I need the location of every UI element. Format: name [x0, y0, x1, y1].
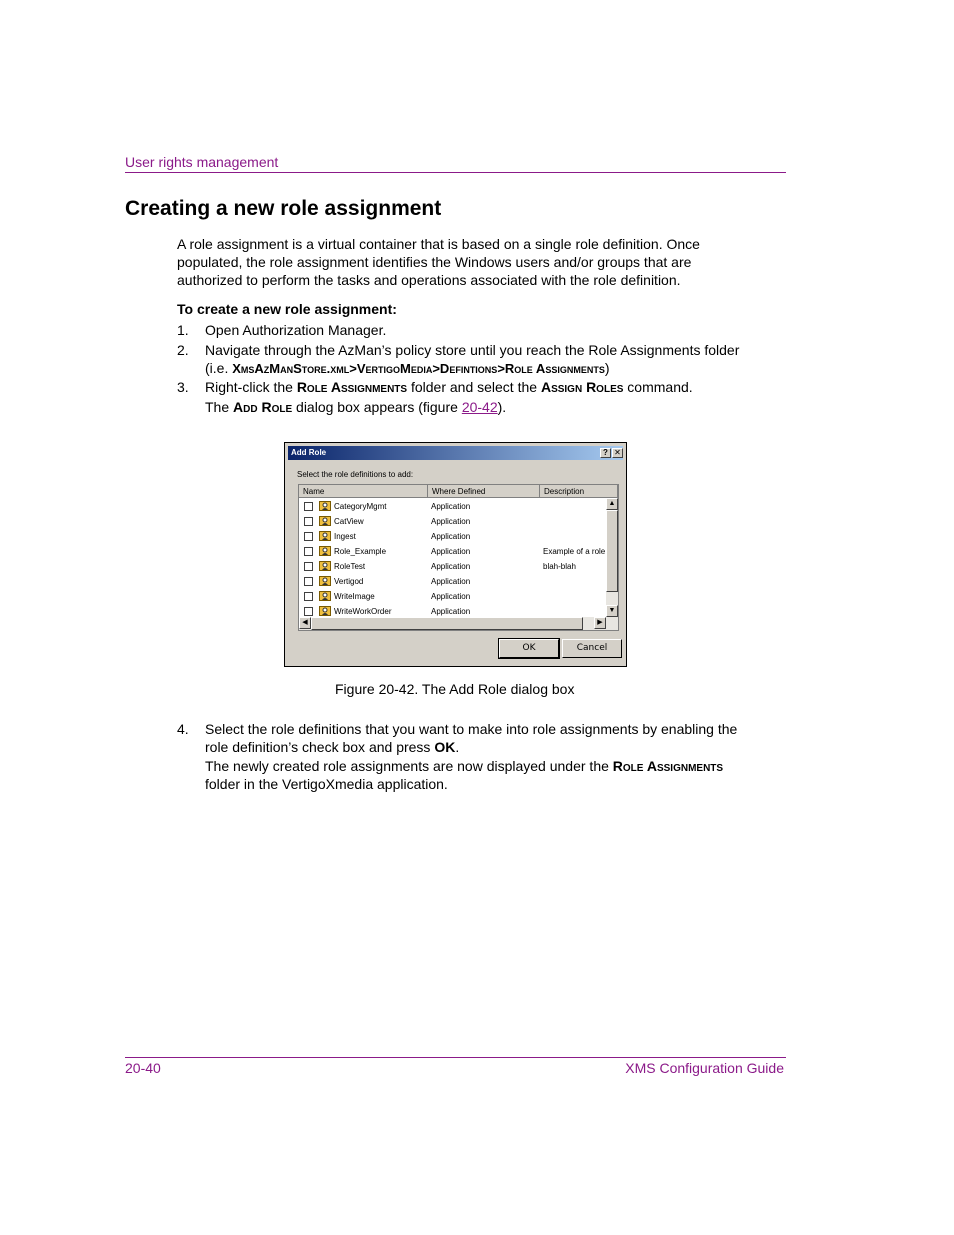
scroll-left-icon[interactable]: ◀	[299, 617, 311, 629]
header-rule	[125, 172, 786, 173]
step-1-text: Open Authorization Manager.	[205, 322, 387, 338]
role-where-defined: Application	[431, 592, 471, 601]
table-row[interactable]	[299, 574, 607, 589]
step-2-text: Navigate through the AzMan’s policy store until you reach the Role Assignments folder (i.e. XmsAzManStore.xml>VertigoMedia>Defintions>Role Assignments)	[205, 342, 740, 376]
add-role-dialog	[284, 442, 627, 667]
vertical-scrollbar[interactable]	[606, 498, 618, 617]
column-where-defined[interactable]: Where Defined	[428, 485, 540, 498]
role-checkbox[interactable]	[304, 607, 313, 616]
table-row[interactable]	[299, 499, 607, 514]
column-description[interactable]: Description	[540, 485, 618, 498]
close-button[interactable]: ✕	[612, 448, 623, 458]
role-checkbox[interactable]	[304, 577, 313, 586]
role-name: CatView	[334, 517, 364, 526]
role-description: blah-blah	[543, 562, 576, 571]
table-row[interactable]	[299, 514, 607, 529]
step-1-number: 1.	[177, 322, 189, 338]
horizontal-scrollbar[interactable]	[299, 617, 618, 630]
step-3-text: Right-click the Role Assignments folder and select the Assign Roles command.	[205, 379, 693, 395]
cancel-button[interactable]: Cancel	[562, 639, 622, 658]
dialog-instruction: Select the role definitions to add:	[297, 470, 414, 479]
column-name[interactable]: Name	[299, 485, 428, 498]
role-where-defined: Application	[431, 607, 471, 616]
role-list[interactable]	[298, 484, 619, 631]
step-4-text: Select the role definitions that you want to make into role assignments by enabling the role definition’s check box and press OK.	[205, 721, 738, 755]
page-title: Creating a new role assignment	[125, 197, 442, 220]
role-icon	[319, 545, 331, 556]
dialog-title: Add Role	[291, 448, 327, 457]
step-2-number: 2.	[177, 342, 189, 358]
footer-rule	[125, 1057, 786, 1058]
step-4-note: The newly created role assignments are now displayed under the Role Assignments folder in the VertigoXmedia application.	[205, 758, 724, 792]
table-row[interactable]	[299, 529, 607, 544]
role-where-defined: Application	[431, 532, 471, 541]
role-icon	[319, 515, 331, 526]
role-where-defined: Application	[431, 562, 471, 571]
role-icon	[319, 605, 331, 616]
procedure-heading: To create a new role assignment:	[177, 301, 397, 317]
role-icon	[319, 575, 331, 586]
step-4-number: 4.	[177, 721, 189, 737]
role-description: Example of a role	[543, 547, 605, 556]
store-path: XmsAzManStore.xml>VertigoMedia>Defintions>Role Assignments	[232, 361, 605, 376]
role-icon	[319, 500, 331, 511]
help-button[interactable]: ?	[600, 448, 611, 458]
page-number: 20-40	[125, 1060, 161, 1076]
role-name: WriteImage	[334, 592, 375, 601]
scroll-down-icon[interactable]: ▼	[606, 605, 618, 617]
role-name: Role_Example	[334, 547, 387, 556]
figure-link[interactable]: 20-42	[461, 399, 498, 415]
scroll-right-icon[interactable]: ▶	[594, 617, 606, 629]
running-header: User rights management	[125, 154, 279, 170]
role-icon	[319, 560, 331, 571]
role-name: RoleTest	[334, 562, 366, 571]
guide-title: XMS Configuration Guide	[625, 1060, 784, 1076]
role-checkbox[interactable]	[304, 517, 313, 526]
vertical-scroll-thumb[interactable]	[606, 510, 618, 592]
role-where-defined: Application	[431, 547, 471, 556]
role-icon	[319, 590, 331, 601]
role-checkbox[interactable]	[304, 547, 313, 556]
role-checkbox[interactable]	[304, 532, 313, 541]
horizontal-scroll-thumb[interactable]	[311, 617, 583, 630]
step-3-number: 3.	[177, 379, 189, 395]
role-checkbox[interactable]	[304, 502, 313, 511]
table-row[interactable]	[299, 589, 607, 604]
step-3-note: The Add Role dialog box appears (figure 20-42).	[205, 399, 507, 415]
role-where-defined: Application	[431, 577, 471, 586]
scroll-up-icon[interactable]: ▲	[606, 498, 618, 510]
table-row[interactable]	[299, 559, 607, 574]
role-name: Vertigod	[334, 577, 364, 586]
dialog-titlebar	[288, 446, 623, 460]
role-name: Ingest	[334, 532, 356, 541]
table-row[interactable]	[299, 544, 607, 559]
role-icon	[319, 530, 331, 541]
figure-caption: Figure 20-42. The Add Role dialog box	[335, 681, 575, 697]
role-checkbox[interactable]	[304, 562, 313, 571]
role-checkbox[interactable]	[304, 592, 313, 601]
ok-button[interactable]: OK	[499, 639, 559, 658]
intro-paragraph: A role assignment is a virtual container that is based on a single role definition. Once populated, the role assignment identifies the Windows users and/or groups that are authorized to perform the tasks and operations associated with the role definition.	[177, 236, 700, 288]
role-name: WriteWorkOrder	[334, 607, 392, 616]
role-where-defined: Application	[431, 517, 471, 526]
role-where-defined: Application	[431, 502, 471, 511]
role-name: CategoryMgmt	[334, 502, 387, 511]
